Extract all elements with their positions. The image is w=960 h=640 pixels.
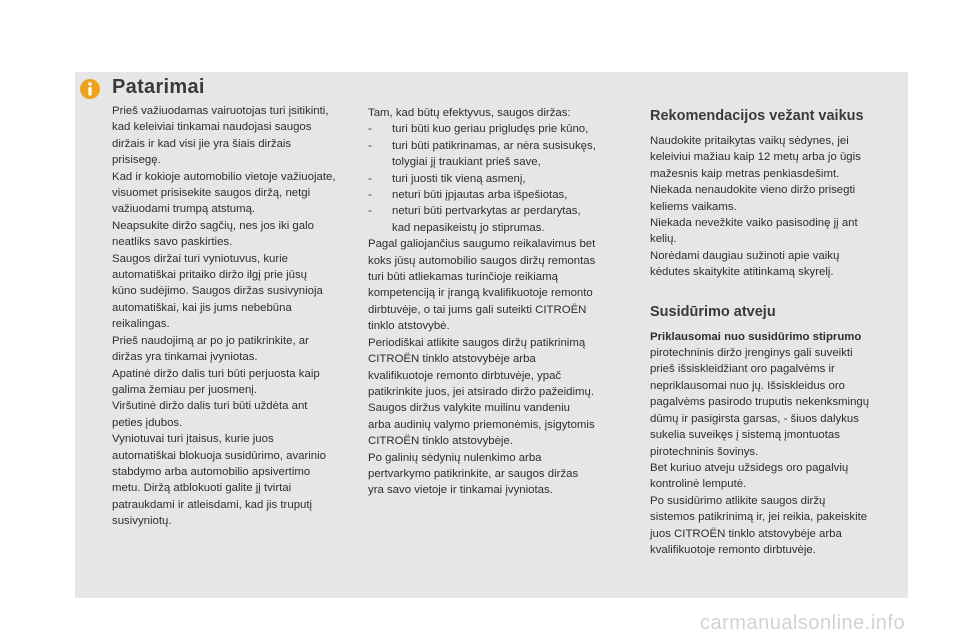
text-line: diržas yra tinkamai įvyniotas. — [112, 351, 258, 364]
list-item — [368, 203, 636, 236]
text-line: Norėdami daugiau sužinoti apie vaikų — [650, 249, 840, 262]
text-line: turi būti patikrinamas, ar nėra susisukęs, — [392, 139, 596, 152]
text-line: kelių. — [650, 233, 677, 246]
list-item-text — [386, 187, 636, 203]
text-line: Po susidūrimo atlikite saugos diržų — [650, 494, 826, 507]
text-line: neturi būti pertvarkytas ar perdarytas, — [392, 205, 581, 218]
text-line: koks jūsų automobilio saugos diržų remontas — [368, 254, 596, 267]
text-line: stabdymo arba automobilio apsivertimo — [112, 465, 311, 478]
text-line: sukelia suveikęs į sistemą įmontuotas — [650, 429, 840, 442]
text-line: patikrinkite juos, jei atsirado diržo pažeidimų. — [368, 385, 595, 398]
text-line: CITROËN tinklo atstovybėje arba — [368, 353, 536, 366]
column-2 — [368, 105, 636, 499]
requirements-list — [368, 121, 636, 236]
text-line: Vyniotuvai turi įtaisus, kurie juos — [112, 433, 274, 446]
text-line: kvalifikuotoje remonto dirbtuvėje. — [650, 543, 816, 556]
info-icon — [80, 79, 100, 99]
text-line: Naudokite pritaikytas vaikų sėdynes, jei — [650, 135, 849, 147]
list-item — [368, 187, 636, 203]
page-title: Patarimai — [112, 76, 205, 98]
text-line: Apatinė diržo dalis turi būti perjuosta kaip — [112, 367, 320, 380]
text-line: važiuodami trumpą atstumą. — [112, 203, 256, 216]
text-line: kontrolinė lemputė. — [650, 478, 747, 491]
list-bullet: - — [368, 205, 372, 218]
text-line: turi būti atliekamas turinčioje reikiamą — [368, 271, 558, 284]
list-bullet: - — [368, 172, 372, 185]
text-line: kad keleiviai tinkamai naudojasi saugos — [112, 121, 312, 134]
text-line: yra savo vietoje ir tinkamai įvyniotas. — [368, 484, 553, 497]
text-line: automatiškai, kai jis jums nebebūna — [112, 301, 292, 314]
list-item — [368, 171, 636, 187]
text-line: turi juosti tik vieną asmenį, — [392, 172, 526, 185]
column-1 — [112, 103, 362, 530]
watermark: carmanualsonline.info — [700, 612, 906, 634]
section-children-text — [650, 133, 900, 281]
text-line: dirbtuvėje, o tai jums gali suteikti CITROËN — [368, 303, 587, 316]
text-line: Periodiškai atlikite saugos diržų patikrinimą — [368, 336, 586, 349]
text-line: pirotechninis šovinys. — [650, 445, 759, 458]
text-line: prisisegę. — [112, 154, 161, 167]
text-line: Kad ir kokioje automobilio vietoje važiuojate, — [112, 170, 336, 183]
text-line: susivyniotų. — [112, 515, 172, 528]
text-line: neatliks savo paskirties. — [112, 236, 233, 249]
text-line: sistemos patikrinimą ir, jei reikia, pakeiskite — [650, 511, 868, 524]
section-collision-text — [650, 345, 900, 558]
text-line: tolygiai jį traukiant prieš save, — [392, 156, 541, 169]
section-children-heading: Rekomendacijos vežant vaikus — [650, 108, 864, 124]
list-bullet: - — [368, 123, 372, 136]
text-line: Viršutinė diržo dalis turi būti uždėta ant — [112, 400, 308, 413]
section-collision-heading: Susidūrimo atveju — [650, 303, 776, 320]
text-line: juos CITROËN tinklo atstovybėje arba — [650, 527, 842, 540]
list-item-text — [386, 171, 636, 187]
text-line: automatiškai blokuoja susidūrimo, avarinio — [112, 449, 326, 462]
text-line: keleiviui mažiau kaip 12 metų arba jo ūgis — [650, 151, 861, 164]
list-bullet: - — [368, 139, 372, 152]
text-line: pagalvėms pasirodo truputis nekenksmingų — [650, 396, 870, 409]
text-line: kvalifikuotoje remonto dirbtuvėje, ypač — [368, 369, 562, 382]
text-line: Saugos diržai turi vyniotuvus, kurie — [112, 252, 289, 265]
text-line: nepriklausomai nuo jų. Išsiskleidus oro — [650, 379, 846, 392]
text-line: Saugos diržus valykite muilinu vandeniu — [368, 402, 570, 415]
text-line: prieš išsiskleidžiant oro pagalvėms ir — [650, 363, 835, 376]
column-3 — [650, 107, 900, 558]
list-item-text — [386, 121, 636, 137]
text-line: Prieš važiuodamas vairuotojas turi įsitikinti, — [112, 105, 329, 117]
text-line: Bet kuriuo atveju užsidegs oro pagalvių — [650, 461, 849, 474]
list-item-text — [386, 203, 636, 236]
col2-text — [368, 236, 636, 499]
text-line: keliems vaikams. — [650, 200, 737, 213]
text-line: Prieš naudojimą ar po jo patikrinkite, ar — [112, 334, 309, 347]
list-item — [368, 121, 636, 137]
text-line: neturi būti įpjautas arba išpešiotas, — [392, 189, 568, 202]
text-line: mažesnis kaip metras penkiasdešimt. — [650, 167, 840, 180]
section-collision-lead: Priklausomai nuo susidūrimo stiprumo — [650, 330, 862, 343]
list-item — [368, 138, 636, 171]
text-line: turi būti kuo geriau prigludęs prie kūno, — [392, 123, 589, 136]
text-line: galima žemiau per juosmenį. — [112, 383, 257, 396]
col2-intro: Tam, kad būtų efektyvus, saugos diržas: — [368, 107, 571, 119]
list-item-text — [386, 138, 636, 171]
text-line: automatiškai pritaiko diržo ilgį prie jūsų — [112, 269, 307, 282]
text-line: Neapsukite diržo sagčių, nes jos iki galo — [112, 219, 314, 232]
text-line: peties įdubos. — [112, 416, 183, 429]
text-line: visuomet prisisekite saugos diržą, netgi — [112, 187, 311, 200]
text-line: pirotechninis diržo įrenginys gali suveikti — [650, 347, 853, 360]
text-line: CITROËN tinklo atstovybėje. — [368, 435, 513, 448]
text-line: kūno sudėjimo. Saugos diržas susivynioja — [112, 285, 323, 298]
text-line: Niekada nevežkite vaiko pasisodinę jį ant — [650, 217, 858, 230]
text-line: reikalingas. — [112, 318, 170, 331]
text-line: kad nepasikeistų jo stiprumas. — [392, 221, 545, 234]
text-line: Po galinių sėdynių nulenkimo arba — [368, 451, 542, 464]
text-line: tinklo atstovybė. — [368, 320, 450, 333]
text-line: dūmų ir pasigirsta garsas, - šiuos dalykus — [650, 412, 859, 425]
text-line: kompetenciją ir įrangą kvalifikuotoje remonto — [368, 287, 593, 300]
text-line: pertvarkymo patikrinkite, ar saugos diržas — [368, 467, 579, 480]
text-line: kėdutes skaitykite atitinkamą skyrelį. — [650, 266, 834, 279]
text-line: arba audinių valymo priemonėmis, įsigytomis — [368, 418, 595, 431]
list-bullet: - — [368, 189, 372, 202]
text-line: metu. Diržą atblokuoti galite jį tvirtai — [112, 482, 292, 495]
text-line: patraukdami ir atleisdami, kad jis truputį — [112, 498, 313, 511]
text-line: Niekada nenaudokite vieno diržo prisegti — [650, 184, 856, 197]
text-line: diržais ir kad visi jie yra šiais diržais — [112, 137, 292, 150]
text-line: Pagal galiojančius saugumo reikalavimus bet — [368, 238, 596, 251]
